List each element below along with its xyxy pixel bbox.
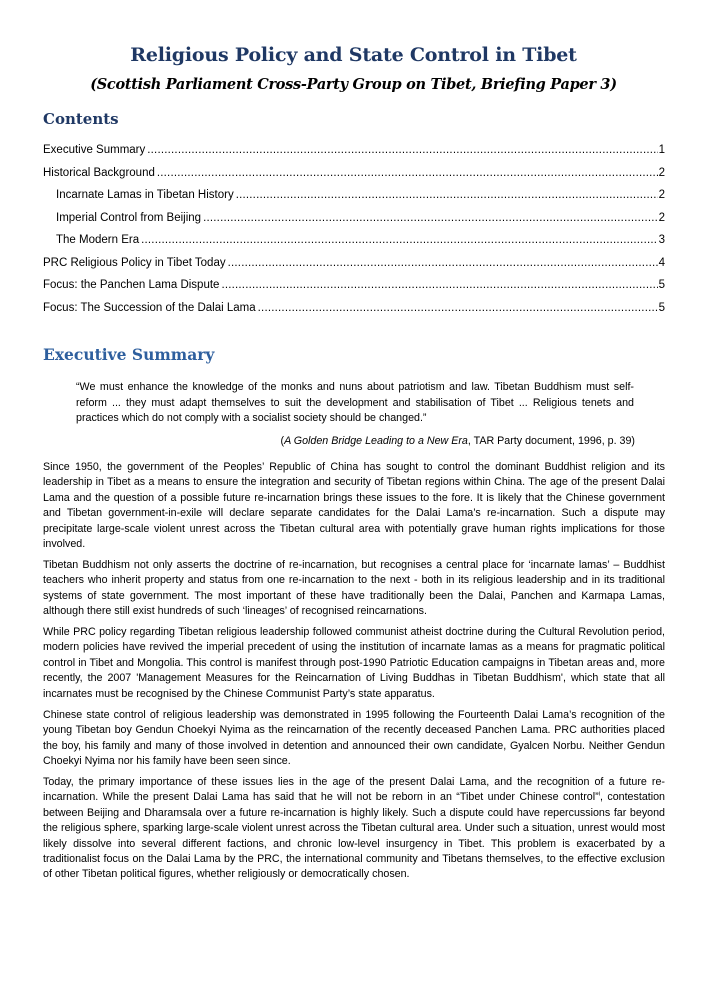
- toc-entry-executive-summary[interactable]: [43, 144, 665, 167]
- document-subtitle: (Scottish Parliament Cross-Party Group on Tibet, Briefing Paper 3): [90, 76, 617, 93]
- toc-entry-page: 1: [658, 144, 665, 156]
- document-title: Religious Policy and State Control in Tibet: [130, 44, 577, 66]
- toc-entry-label: Focus: The Succession of the Dalai Lama: [43, 301, 256, 314]
- toc-entry-page: 5: [658, 301, 665, 314]
- toc-leader-dots: [236, 189, 658, 201]
- toc-entry-panchen-lama-dispute[interactable]: [43, 279, 665, 302]
- citation-open: (: [280, 435, 285, 447]
- toc-leader-dots: [157, 167, 658, 179]
- toc-entry-modern-era[interactable]: [43, 234, 665, 257]
- toc-entry-page: 2: [658, 211, 665, 224]
- toc-entry-dalai-lama-succession[interactable]: [43, 302, 665, 325]
- paragraph-text: Today, the primary importance of these issues lies in the age of the present Dalai Lama, and the recognition of a future re-incarnation. While the present Dalai Lama has said that he will not be reborn in an “Tibet under Chinese control”: [43, 776, 665, 804]
- toc-leader-dots: [228, 257, 658, 269]
- toc-entry-page: 4: [658, 256, 665, 269]
- body-paragraph: Since 1950, the government of the Peoples’ Republic of China has sought to control the dominant Buddhist religion and its leadership in Tibet as a means to ensure the integration and security of Tibetan regions within China. The age of the present Dalai Lama and the question of a possible future re-incarnation brings these issues to the fore. It is likely that the Chinese government and Tibetan government-in-exile will declare separate candidates for the Dalai Lama’s re-incarnation. Such a dispute may precipitate large-scale violent unrest across the Tibetan cultural area with potentially grave human rights implications for those involved.: [43, 461, 665, 551]
- citation-source-title: A Golden Bridge Leading to a New Era: [284, 435, 468, 447]
- toc-entry-label: Imperial Control from Beijing: [56, 211, 202, 224]
- executive-summary-heading: Executive Summary: [43, 345, 215, 364]
- toc-leader-dots: [258, 302, 658, 314]
- footnote-marker[interactable]: i: [598, 791, 600, 798]
- toc-entry-label: Focus: the Panchen Lama Dispute: [43, 279, 220, 291]
- toc-entry-label: Incarnate Lamas in Tibetan History: [56, 189, 234, 201]
- body-paragraph-last: [43, 775, 665, 883]
- toc-entry-prc-religious-policy[interactable]: [43, 257, 665, 280]
- toc-entry-label: Executive Summary: [43, 144, 146, 156]
- toc-leader-dots: [141, 234, 657, 246]
- toc-leader-dots: [147, 144, 657, 156]
- toc-entry-page: 5: [658, 279, 665, 291]
- toc-entry-label: PRC Religious Policy in Tibet Today: [43, 256, 226, 269]
- body-paragraph: Tibetan Buddhism not only asserts the doctrine of re-incarnation, but recognises a central place for ‘incarnate lamas’ – Buddhist teachers who inherit property and status from one re-incarnation to the next - both in its religious leadership and in its traditional systems of state government. The most important of these have traditionally been the Dalai, Panchen and Karmapa Lamas, although there still exist hundreds of such ‘lineages’ of recognised reincarnations.: [43, 559, 665, 618]
- toc-entry-label: The Modern Era: [56, 234, 140, 246]
- epigraph-quote: “We must enhance the knowledge of the monks and nuns about patriotism and law. Tibetan Buddhism must self-reform ... they must adapt themselves to suit the development and stabilisation of Tibet ... Religious tenets and practices which do not comply with a socialist society should be changed.”: [76, 381, 634, 424]
- toc-entry-page: 3: [658, 234, 665, 246]
- body-paragraph: Chinese state control of religious leadership was demonstrated in 1995 following the Fourteenth Dalai Lama’s recognition of the young Tibetan boy Gendun Choekyi Nyima as the reincarnation of the recently deceased Panchen Lama. PRC authorities placed the boy, his family and many of those involved in detention and announced their own candidate, Gyalcen Norbu. Neither Gendun Choekyi Nyima nor his family have been seen since.: [43, 709, 665, 768]
- toc-entry-imperial-control[interactable]: [43, 212, 665, 235]
- toc-entry-page: 2: [658, 189, 665, 201]
- table-of-contents: [43, 144, 665, 324]
- contents-heading: Contents: [43, 110, 119, 128]
- citation-details: , TAR Party document, 1996, p. 39): [467, 435, 635, 447]
- toc-leader-dots: [203, 212, 658, 224]
- toc-entry-label: Historical Background: [43, 166, 155, 179]
- paragraph-text: , contestation between Beijing and Dharamsala over a future re-incarnation is highly likely. Such a dispute could have repercussions far beyond the religious sphere, sparking large-scale violent unrest across the Tibetan cultural area. Under such a situation, unrest would most likely dissolve into several different factions, and chronic low-level insurgency in Tibet. This problem is exacerbated by a traditionalist focus on the Dalai Lama by the PRC, the international community and Tibetans themselves, to the effective exclusion of other Tibetan political figures, whether religiously or democratically chosen.: [43, 791, 665, 881]
- epigraph-citation: [281, 435, 635, 447]
- toc-leader-dots: [221, 279, 657, 291]
- toc-entry-incarnate-lamas[interactable]: [43, 189, 665, 212]
- body-paragraph: While PRC policy regarding Tibetan religious leadership followed communist atheist doctrine during the Cultural Revolution period, modern policies have revived the imperial precedent of using the institution of incarnate lamas as a means for pragmatic political control in Tibet and Mongolia. This control is manifest through post-1990 Patriotic Education campaigns in Tibetan areas and, more recently, the 2007 'Management Measures for the Reincarnation of Living Buddhas in Tibetan Buddhism', which state that all incarnates must be recognised by the Chinese Communist Party’s state apparatus.: [43, 626, 665, 700]
- toc-entry-page: 2: [658, 166, 665, 179]
- toc-entry-historical-background[interactable]: [43, 167, 665, 190]
